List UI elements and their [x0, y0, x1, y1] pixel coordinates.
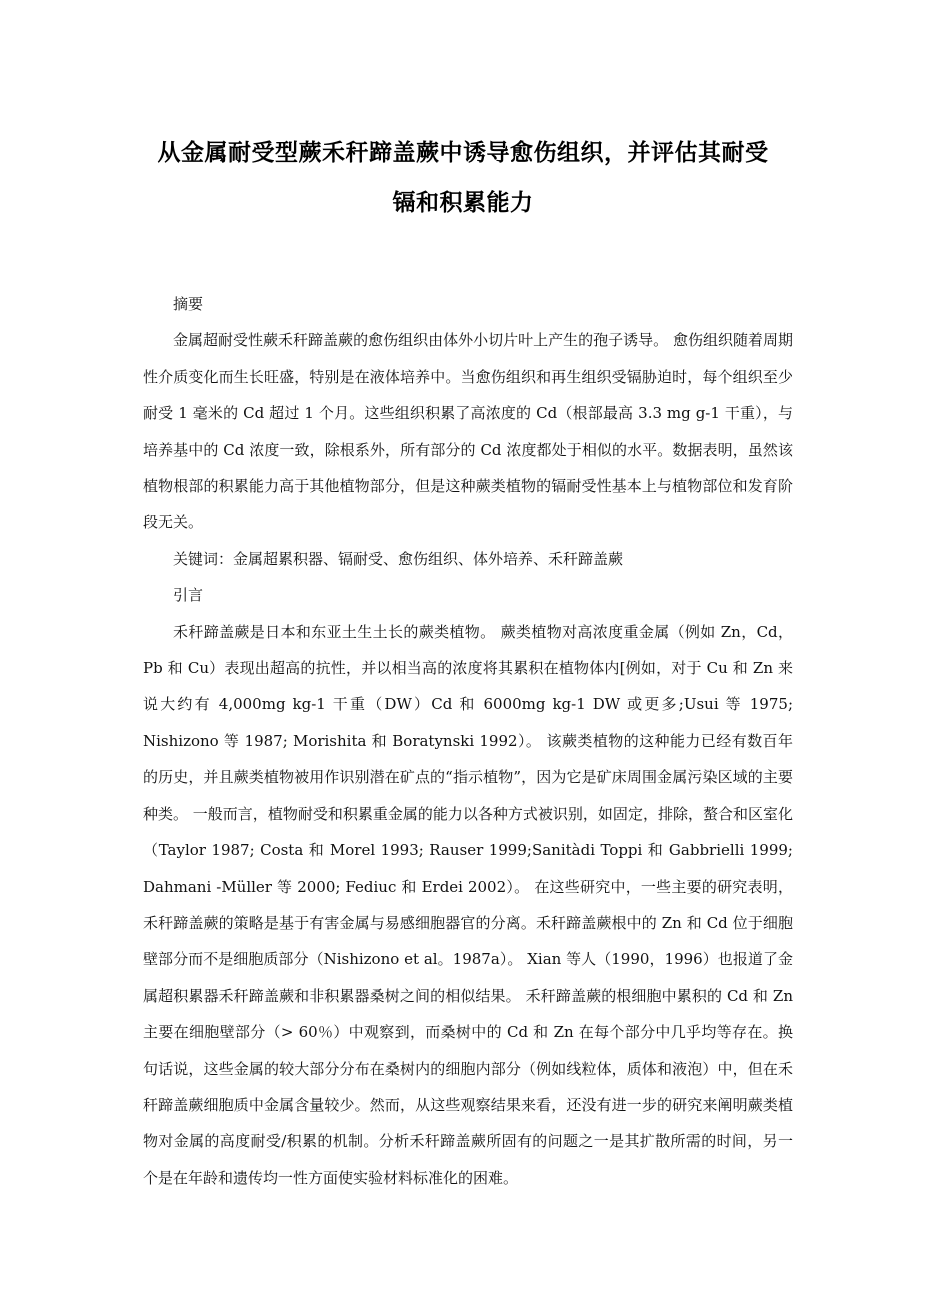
abstract-heading: 摘要	[173, 295, 204, 313]
document-title-line-1: 从金属耐受型蕨禾秆蹄盖蕨中诱导愈伤组织，并评估其耐受	[157, 140, 769, 166]
document-body	[143, 286, 793, 1196]
document-title-line-2: 镉和积累能力	[392, 190, 534, 216]
keywords-line: 关键词：金属超累积器、镉耐受、愈伤组织、体外培养、禾秆蹄盖蕨	[173, 549, 624, 568]
introduction-paragraph: 禾秆蹄盖蕨是日本和东亚土生土长的蕨类植物。 蕨类植物对高浓度重金属（例如 Zn，Cd，Pb 和 Cu）表现出超高的抗性，并以相当高的浓度将其累积在植物体内[例如，对于 Cu 和 Zn 来说大约有 4,000mg kg-1 干重（DW）Cd 和 6000mg kg-1 DW 或更多;Usui 等 1975; Nishizono 等 1987; Morishita 和 Boratynski 1992）。 该蕨类植物的这种能力已经有数百年的历史，并且蕨类植物被用作识别潜在矿点的“指示植物”，因为它是矿床周围金属污染区域的主要种类。 一般而言，植物耐受和积累重金属的能力以各种方式被识别，如固定，排除，螯合和区室化（Taylor 1987; Costa 和 Morel 1993; Rauser 1999;Sanitàdi Toppi 和 Gabbrielli 1999; Dahmani -Müller 等 2000; Fediuc 和 Erdei 2002）。 在这些研究中，一些主要的研究表明，禾秆蹄盖蕨的策略是基于有害金属与易感细胞器官的分离。禾秆蹄盖蕨根中的 Zn 和 Cd 位于细胞壁部分而不是细胞质部分（Nishizono et al。1987a）。 Xian 等人（1990，1996）也报道了金属超积累器禾秆蹄盖蕨和非积累器桑树之间的相似结果。 禾秆蹄盖蕨的根细胞中累积的 Cd 和 Zn 主要在细胞壁部分（> 60％）中观察到，而桑树中的 Cd 和 Zn 在每个部分中几乎均等存在。换句话说，这些金属的较大部分分布在桑树内的细胞内部分（例如线粒体，质体和液泡）中，但在禾秆蹄盖蕨细胞质中金属含量较少。然而，从这些观察结果来看，还没有进一步的研究来阐明蕨类植物对金属的高度耐受/积累的机制。分析禾秆蹄盖蕨所固有的问题之一是其扩散所需的时间，另一个是在年龄和遗传均一性方面使实验材料标准化的困难。	[143, 622, 793, 1187]
abstract-paragraph: 金属超耐受性蕨禾秆蹄盖蕨的愈伤组织由体外小切片叶上产生的孢子诱导。 愈伤组织随着周期性介质变化而生长旺盛，特别是在液体培养中。当愈伤组织和再生组织受镉胁迫时，每个组织至少耐受 1 毫米的 Cd 超过 1 个月。这些组织积累了高浓度的 Cd（根部最高 3.3 mg g-1 干重），与培养基中的 Cd 浓度一致，除根系外，所有部分的 Cd 浓度都处于相似的水平。数据表明，虽然该植物根部的积累能力高于其他植物部分，但是这种蕨类植物的镉耐受性基本上与植物部位和发育阶段无关。	[143, 331, 793, 532]
introduction-heading: 引言	[173, 586, 204, 605]
